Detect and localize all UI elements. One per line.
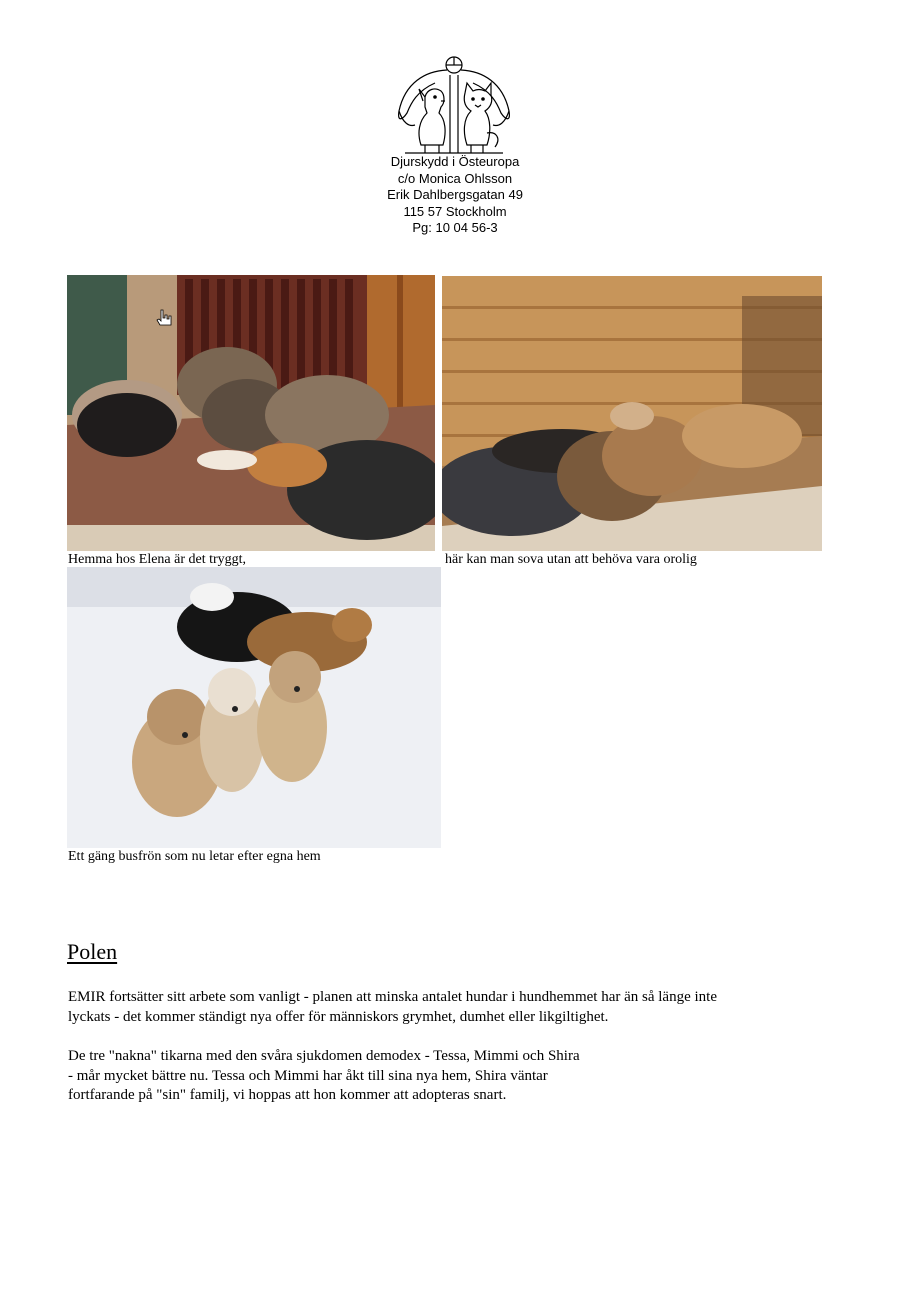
photo-caption-1: Hemma hos Elena är det tryggt, xyxy=(68,552,247,567)
paragraph-line: lyckats - det kommer ständigt nya offer för människors grymhet, dumhet eller likgiltighet. xyxy=(68,1008,609,1025)
paragraph-line: EMIR fortsätter sitt arbete som vanligt - planen att minska antalet hundar i hundhemmet har än så länge inte xyxy=(68,989,717,1005)
postal-address: 115 57 Stockholm xyxy=(403,203,507,219)
paragraph-line: De tre "nakna" tikarna med den svåra sjukdomen demodex - Tessa, Mimmi och Shira xyxy=(68,1048,580,1064)
care-of-line: c/o Monica Ohlsson xyxy=(397,170,513,186)
paragraph-line: - mår mycket bättre nu. Tessa och Mimmi har åkt till sina nya hem, Shira väntar xyxy=(68,1067,548,1084)
dogs-sleeping-on-bed-photo xyxy=(67,275,435,551)
paragraph-line: fortfarande på "sin" familj, vi hoppas att hon kommer att adopteras snart. xyxy=(68,1087,507,1103)
paragraph-demodex xyxy=(68,1047,580,1106)
dogs-sleeping-on-wooden-bench-photo xyxy=(442,276,822,551)
address-block xyxy=(330,154,580,237)
organization-name: Djurskydd i Östeuropa xyxy=(390,154,520,169)
photo-caption-3: Ett gäng busfrön som nu letar efter egna hem xyxy=(68,849,321,864)
puppies-in-snow-photo xyxy=(67,567,441,848)
organization-logo xyxy=(395,53,513,155)
postgiro-number: Pg: 10 04 56-3 xyxy=(412,220,498,235)
photo-caption-2: här kan man sova utan att behöva vara orolig xyxy=(445,552,697,567)
section-heading: Polen xyxy=(67,939,118,964)
photo-puppies-in-snow xyxy=(67,567,441,848)
photo-dogs-on-bench xyxy=(442,276,822,551)
paragraph-emir xyxy=(68,988,717,1027)
animal-protection-logo-icon xyxy=(395,53,513,155)
photo-dogs-on-bed xyxy=(67,275,435,551)
street-address: Erik Dahlbergsgatan 49 xyxy=(387,187,523,202)
